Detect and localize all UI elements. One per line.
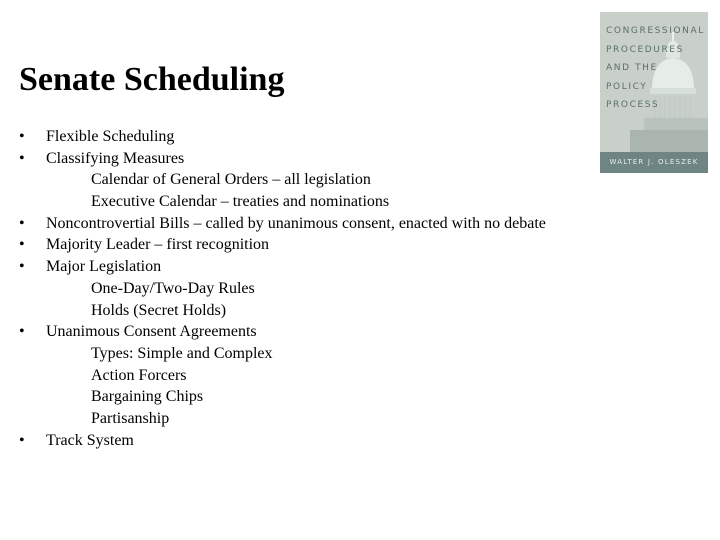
book-title-line: AND THE <box>606 63 658 73</box>
bullet-marker: • <box>19 431 25 449</box>
bullet-text: Executive Calendar – treaties and nominations <box>91 193 390 211</box>
bullet-marker: • <box>19 128 25 145</box>
bullet-item <box>0 213 720 235</box>
bullet-text: Majority Leader – first recognition <box>46 236 270 254</box>
bullet-text: Major Legislation <box>46 258 162 276</box>
book-title-line: POLICY <box>606 81 648 92</box>
bullet-marker: • <box>19 236 25 254</box>
bullet-text: One-Day/Two-Day Rules <box>91 279 255 297</box>
bullet-text: Types: Simple and Complex <box>91 344 273 362</box>
bullet-text: Classifying Measures <box>46 149 185 167</box>
bullet-text: Track System <box>46 431 134 449</box>
bullet-text: Bargaining Chips <box>91 388 204 406</box>
bullet-list <box>0 126 720 451</box>
book-title-line: CONGRESSIONAL <box>606 26 705 36</box>
sub-bullet-item <box>0 408 720 430</box>
bullet-text: Partisanship <box>91 409 170 427</box>
bullet-marker: • <box>19 149 25 167</box>
book-cover-title <box>606 22 705 115</box>
bullet-text: Unanimous Consent Agreements <box>46 323 257 341</box>
bullet-text: Holds (Secret Holds) <box>91 301 227 319</box>
sub-bullet-item <box>0 343 720 365</box>
bullet-marker: • <box>19 258 25 276</box>
bullet-item <box>0 430 720 452</box>
bullet-item <box>0 256 720 278</box>
book-title-line: PROCESS <box>606 100 660 110</box>
book-title-line: PROCEDURES <box>606 44 684 55</box>
book-cover-image <box>600 12 708 173</box>
bullet-text: Action Forcers <box>91 366 187 384</box>
sub-bullet-item <box>0 386 720 408</box>
bullet-text: Calendar of General Orders – all legislation <box>91 171 371 189</box>
bullet-item <box>0 234 720 256</box>
bullet-marker: • <box>19 214 25 232</box>
bullet-marker: • <box>19 323 25 341</box>
bullet-text: Flexible Scheduling <box>46 128 175 145</box>
bullet-text: Noncontrovertial Bills – called by unanimous consent, enacted with no debate <box>46 214 546 232</box>
book-cover-author: WALTER J. OLESZEK <box>609 158 699 166</box>
sub-bullet-item <box>0 278 720 300</box>
sub-bullet-item <box>0 365 720 387</box>
sub-bullet-item <box>0 300 720 322</box>
sub-bullet-item <box>0 191 720 213</box>
slide-title: Senate Scheduling <box>19 61 285 98</box>
bullet-item <box>0 321 720 343</box>
